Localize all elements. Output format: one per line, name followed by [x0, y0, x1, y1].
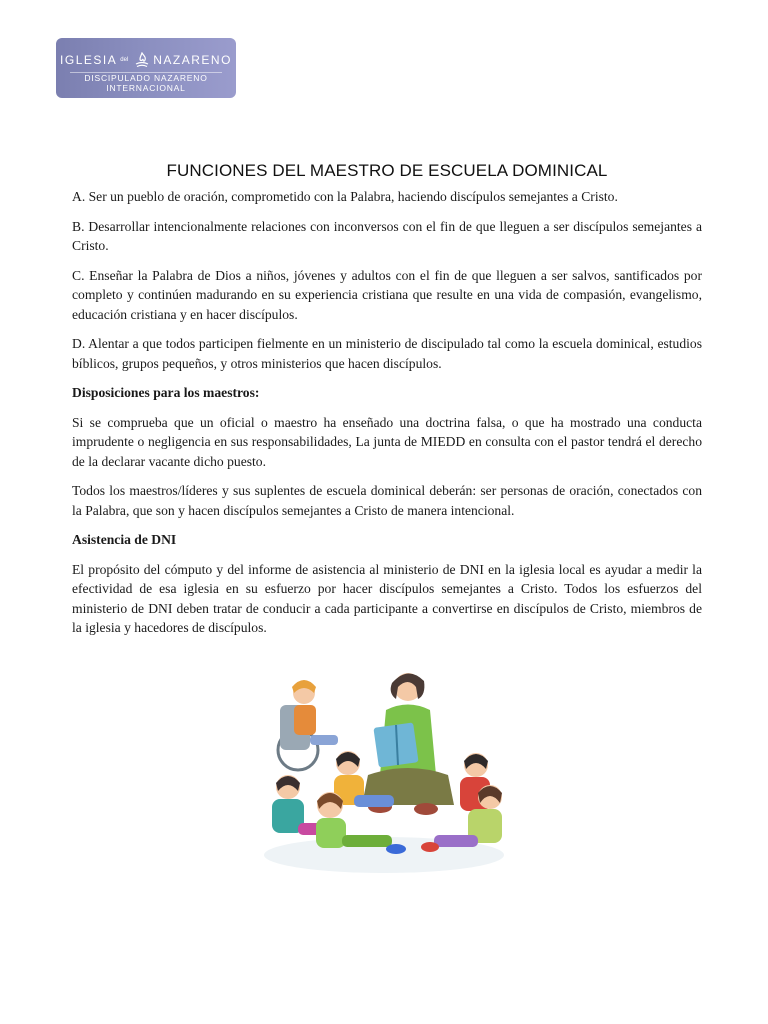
church-logo [56, 38, 236, 98]
heading-asistencia: Asistencia de DNI [72, 532, 177, 547]
paragraph-disposiciones-1: Si se comprueba que un oficial o maestro ha enseñado una doctrina falsa, o que ha mostrado una conducta imprudente o negligencia en sus responsabilidades, La junta de MIEDD en consulta con el pastor tendrá el derecho de la declarar vacante dicho puesto. [72, 414, 702, 469]
item-b: B. Desarrollar intencionalmente relaciones con inconversos con el fin de que lleguen a ser discípulos semejantes a Cristo. [72, 218, 702, 253]
flame-icon [135, 52, 149, 68]
heading-disposiciones: Disposiciones para los maestros: [72, 385, 260, 400]
logo-subtitle [56, 73, 236, 93]
logo-sub-line1: DISCIPULADO NAZARENO [84, 73, 208, 83]
item-c: C. Enseñar la Palabra de Dios a niños, jóvenes y adultos con el fin de que lleguen a ser salvos, santificados por completo y continúen madurando en su experiencia cristiana que resulte en una vida de compasión, evangelismo, educación cristiana y en hacer discípulos. [72, 267, 702, 322]
document-body [72, 187, 702, 648]
logo-small-word: del [120, 57, 129, 63]
paragraph-disposiciones-2: Todos los maestros/líderes y sus suplentes de escuela dominical deberán: ser personas de oración, conectados con la Palabra, que son y hacen discípulos semejantes a Cristo de manera intencional. [72, 483, 702, 518]
item-a: A. Ser un pueblo de oración, comprometido con la Palabra, haciendo discípulos semejantes a Cristo. [72, 189, 618, 204]
paragraph-asistencia: El propósito del cómputo y del informe de asistencia al ministerio de DNI en la iglesia local es ayudar a medir la efectividad de esa iglesia en su esfuerzo por hacer discípulos semejantes a Cristo. Todos los esfuerzos del ministerio de DNI deben tratar de conducir a cada participante a convertirse en discípulos de Cristo, miembros de la iglesia y hacedores de discípulos. [72, 561, 702, 635]
logo-right-word: NAZARENO [153, 53, 232, 67]
logo-wordmark [56, 52, 236, 68]
teacher-reading-to-children-illustration [258, 665, 510, 880]
logo-sub-line2: INTERNACIONAL [106, 83, 186, 93]
document-title: FUNCIONES DEL MAESTRO DE ESCUELA DOMINICAL [166, 161, 608, 181]
item-d: D. Alentar a que todos participen fielmente en un ministerio de discipulado tal como la escuela dominical, estudios bíblicos, grupos pequeños, y otros ministerios que hacen discípulos. [72, 336, 702, 371]
logo-left-word: IGLESIA [60, 53, 118, 67]
